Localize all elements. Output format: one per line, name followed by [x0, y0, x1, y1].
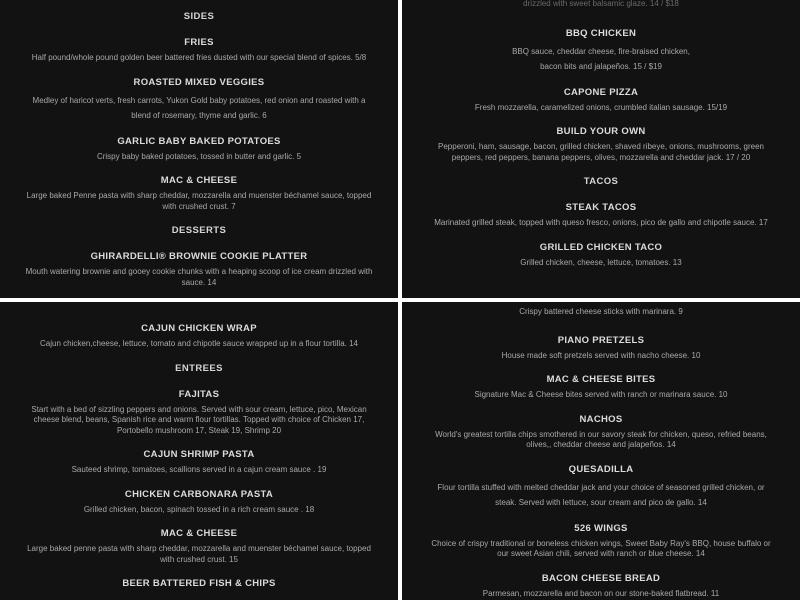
- item-name: ROASTED MIXED VEGGIES: [133, 76, 265, 88]
- item-name: 526 WINGS: [574, 522, 628, 534]
- section-header-tacos: TACOS: [583, 176, 619, 187]
- menu-item-cajun-chicken-wrap: [24, 323, 374, 350]
- item-description: Cajun chicken,cheese, lettuce, tomato and chipotle sauce wrapped up in a flour tortilla. 14: [40, 339, 358, 348]
- item-description: Large baked penne pasta with sharp cheddar, mozzarella and muenster béchamel sauce, topped with crushed crust. 15: [27, 544, 371, 564]
- panel-content: [402, 307, 800, 600]
- menu-item-build-your-own: [426, 126, 776, 163]
- item-name: FAJITAS: [178, 388, 220, 400]
- item-name: GARLIC BABY BAKED POTATOES: [117, 135, 281, 147]
- menu-item-bbq-chicken: [426, 28, 776, 74]
- cut-off-description: drizzled with sweet balsamic glaze. 14 / $18: [523, 0, 679, 8]
- item-name: BEER BATTERED FISH & CHIPS: [122, 578, 276, 589]
- cut-off-description: Crispy battered cheese sticks with marinara. 9: [519, 307, 683, 316]
- item-description: Parmesan, mozzarella and bacon on our stone-baked flatbread. 11: [482, 588, 720, 598]
- menu-panel-sides-desserts: [0, 0, 398, 298]
- menu-item-nachos: [426, 414, 776, 451]
- item-description: Grilled chicken, cheese, lettuce, tomatoes. 13: [520, 257, 682, 267]
- menu-item-quesadilla: [426, 464, 776, 510]
- item-description: Fresh mozzarella, caramelized onions, crumbled italian sausage. 15/19: [474, 102, 728, 112]
- panel-content: [0, 11, 398, 298]
- menu-item-garlic-potatoes: [24, 136, 374, 163]
- panel-content: [402, 0, 800, 281]
- item-name: STEAK TACOS: [565, 202, 637, 213]
- menu-item-fish-chips: [24, 578, 374, 590]
- item-description: Marinated grilled steak, topped with queso fresco, onions, pico de gallo and chipotle sauce. 17: [434, 218, 768, 227]
- item-name: FRIES: [184, 37, 214, 48]
- section-header-sides: SIDES: [183, 11, 215, 22]
- item-description: Crispy baby baked potatoes, tossed in butter and garlic. 5: [96, 151, 302, 161]
- item-name: QUESADILLA: [568, 463, 634, 475]
- item-description: Large baked Penne pasta with sharp cheddar, mozzarella and muenster béchamel sauce, topped with crushed crust. 7: [26, 191, 372, 211]
- menu-panel-pizza-tacos: [402, 0, 800, 298]
- menu-item-mac-cheese-bites: [426, 374, 776, 401]
- menu-item-526-wings: [426, 523, 776, 560]
- menu-panel-appetizers: [402, 302, 800, 600]
- item-description: Start with a bed of sizzling peppers and onions. Served with sour cream, lettuce, pico, Mexican cheese blend, beans, Spanish rice and warm flour tortillas. Topped with choice of Chicken 17, Portobello mushroom 17, Steak 19, Shrimp 20: [31, 404, 367, 435]
- menu-item-steak-tacos: [426, 202, 776, 229]
- item-description: House made soft pretzels served with nacho cheese. 10: [501, 350, 701, 360]
- menu-item-mac-cheese: [24, 175, 374, 212]
- item-name: CHICKEN CARBONARA PASTA: [124, 488, 274, 500]
- item-name: BBQ CHICKEN: [565, 27, 637, 39]
- menu-item-fajitas: [24, 389, 374, 437]
- item-name: GHIRARDELLI® BROWNIE COOKIE PLATTER: [90, 251, 308, 262]
- item-description-cut: sauce. 14: [181, 277, 217, 287]
- menu-item-roasted-veggies: [24, 77, 374, 123]
- menu-item-chicken-carbonara: [24, 489, 374, 516]
- item-description: Mouth watering brownie and gooey cookie chunks with a heaping scoop of ice cream drizzled with: [25, 267, 373, 276]
- item-description: Grilled chicken, bacon, spinach tossed in a rich cream sauce . 18: [83, 504, 315, 514]
- section-header-entrees: ENTREES: [175, 362, 223, 374]
- item-name: CAPONE PIZZA: [563, 86, 639, 98]
- item-name: GRILLED CHICKEN TACO: [539, 241, 663, 253]
- item-description: Pepperoni, ham, sausage, bacon, grilled chicken, shaved ribeye, onions, mushrooms, green peppers, red peppers, banana peppers, olives, mozzarella and cheddar jack. 17 / 20: [438, 142, 764, 162]
- item-description: Half pound/whole pound golden beer battered fries dusted with our special blend of spices. 5/8: [31, 53, 367, 62]
- menu-item-piano-pretzels: [426, 335, 776, 362]
- item-name: MAC & CHEESE BITES: [546, 374, 656, 385]
- menu-item-cajun-shrimp-pasta: [24, 449, 374, 476]
- item-name: MAC & CHEESE: [160, 528, 238, 539]
- item-name: NACHOS: [579, 413, 623, 425]
- item-description: Sauteed shrimp, tomatoes, scallions served in a cajun cream sauce . 19: [71, 465, 327, 474]
- menu-item-mac-cheese-entree: [24, 528, 374, 565]
- item-description: Flour tortilla stuffed with melted cheddar jack and your choice of seasoned grilled chicken, or steak. Served with lettuce, sour cream and pico de gallo. 14: [437, 482, 765, 507]
- item-description: Signature Mac & Cheese bites served with ranch or marinara sauce. 10: [474, 390, 728, 399]
- item-name: PIANO PRETZELS: [557, 334, 645, 346]
- menu-panel-entrees: [0, 302, 398, 600]
- item-description: Choice of crispy traditional or boneless chicken wings, Sweet Baby Ray's BBQ, house buffalo or our sweet Asian chili, served with ranch or blue cheese. 14: [431, 538, 771, 558]
- section-header-desserts: DESSERTS: [171, 225, 227, 236]
- item-name: BUILD YOUR OWN: [556, 126, 646, 137]
- menu-item-bacon-cheese-bread: [426, 573, 776, 600]
- item-description: Medley of haricot verts, fresh carrots, Yukon Gold baby potatoes, red onion and roasted with a blend of rosemary, thyme and garlic. 6: [32, 95, 366, 120]
- menu-item-capone-pizza: [426, 87, 776, 114]
- item-name: CAJUN SHRIMP PASTA: [143, 449, 255, 460]
- menu-item-fries: [24, 37, 374, 64]
- item-name: BACON CHEESE BREAD: [541, 572, 661, 584]
- menu-item-brownie-platter: [24, 251, 374, 288]
- item-description: World's greatest tortilla chips smothered in our savory steak for chicken, queso, refried beans, olives,, cheddar cheese and jalapeños. 14: [435, 429, 767, 449]
- item-description: BBQ sauce, cheddar cheese, fire-braised chicken, bacon bits and jalapeños. 15 / $19: [512, 46, 690, 71]
- item-name: MAC & CHEESE: [160, 175, 238, 186]
- item-name: CAJUN CHICKEN WRAP: [141, 323, 257, 334]
- panel-content: [0, 323, 398, 600]
- menu-item-grilled-chicken-taco: [426, 242, 776, 269]
